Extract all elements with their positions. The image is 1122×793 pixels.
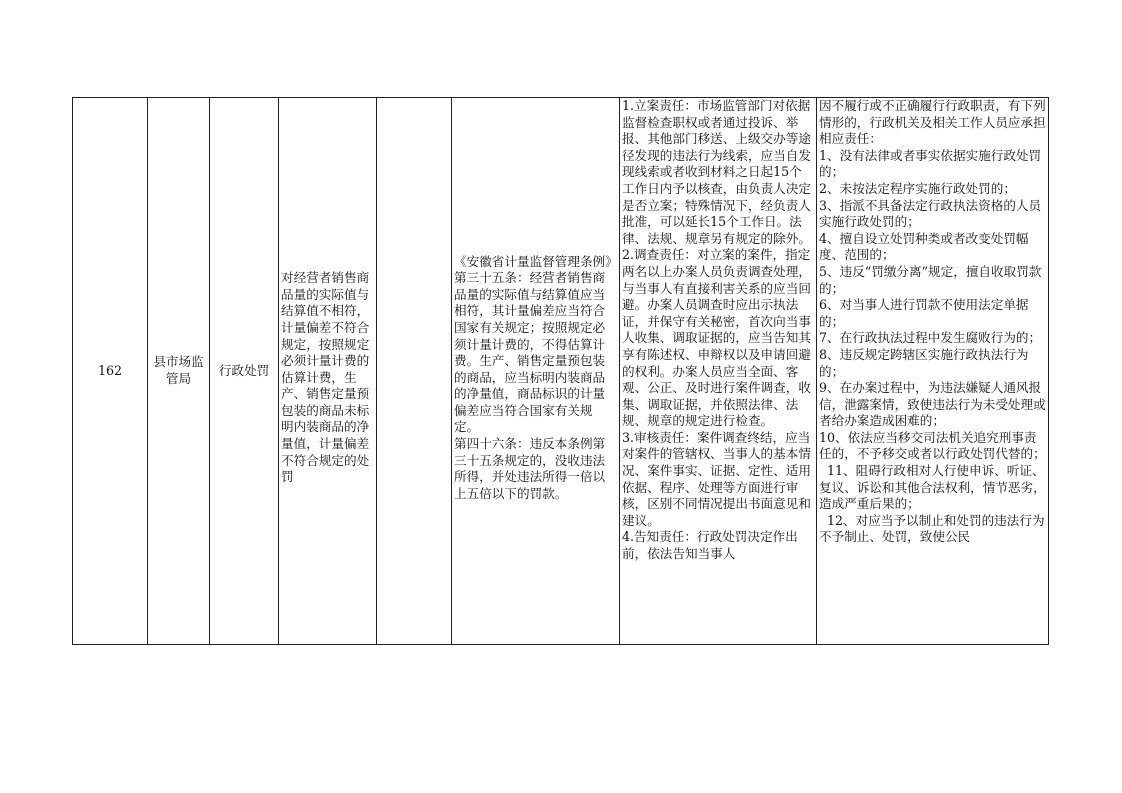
responsibility-item: 1.立案责任：市场监管部门对依据监督检查职权或者通过投诉、举报、其他部门移送、上级交办等途径发现的违法行为线索，应当自发现线索或者收到材料之日起15个工作日内予以核查，由负责人决定是否立案；特殊情况下，经负责人批准，可以延长15个工作日。法律、法规、规章另有规定的除外。 xyxy=(622,98,811,246)
table-row xyxy=(73,98,1049,645)
accountability-cell xyxy=(817,98,1049,645)
accountability-item: 1、没有法律或者事实依据实施行政处罚的； xyxy=(819,147,1042,180)
category-cell: 行政处罚 xyxy=(210,98,279,645)
accountability-item: 因不履行或不正确履行行政职责，有下列情形的，行政机关及相关工作人员应承担相应责任： xyxy=(819,98,1046,147)
accountability-item: 2、未按法定程序实施行政处罚的； xyxy=(819,180,1016,196)
accountability-item: 10、依法应当移交司法机关追究刑事责任的，不予移交或者以行政处罚代替的； xyxy=(819,429,1046,462)
legal-basis-text: 《安徽省计量监督管理条例》第三十五条：经营者销售商品量的实际值与结算值应当相符，其计量偏差应当符合国家有关规定；按照规定必须计量计费的，不得估算计费。生产、销售定量预包装的商品，应当标明内装商品的净量值，商品标识的计量偏差应当符合国家有关规定。 第四十六条：违反本条例第三十五条规定的，没收违法所得，并处违法所得一倍以上五倍以下的罚款。 xyxy=(454,253,612,501)
responsibility-item: 4.告知责任：行政处罚决定作出前，依法告知当事人 xyxy=(622,529,798,562)
power-list-table xyxy=(72,97,1049,645)
item-name-text: 对经营者销售商品量的实际值与结算值不相符，计量偏差不符合规定，按照规定必须计量计费的估算计费，生产、销售定量预包装的商品未标明内装商品的净量值，计量偏差不符合规定的处罚 xyxy=(281,270,370,485)
accountability-item: 9、在办案过程中，为违法嫌疑人通风报信，泄露案情，致使违法行为未受处理或者给办案造成困难的； xyxy=(819,380,1046,429)
accountability-item: 11、阻碍行政相对人行使申诉、听证、复议、诉讼和其他合法权利，情节恶劣，造成严重后果的； xyxy=(819,463,1046,512)
accountability-item: 5、违反“罚缴分离”规定，擅自收取罚款的； xyxy=(819,263,1042,296)
accountability-item: 7、在行政执法过程中发生腐败行为的； xyxy=(819,330,1042,346)
responsibility-cell xyxy=(620,98,817,645)
row-number: 162 xyxy=(73,98,148,645)
responsibility-item: 3.审核责任：案件调查终结，应当对案件的管辖权、当事人的基本情况、案件事实、证据、定性、适用依据、程序、处理等方面进行审核，区别不同情况提出书面意见和建议。 xyxy=(622,429,811,528)
accountability-item: 12、对应当予以制止和处罚的违法行为不予制止、处罚，致使公民 xyxy=(819,512,1045,545)
item-name-cell xyxy=(279,98,377,645)
department-cell: 县市场监管局 xyxy=(148,98,210,645)
accountability-item: 4、擅自设立处罚种类或者改变处罚幅度、范围的； xyxy=(819,230,1029,263)
responsibility-item: 2.调查责任：对立案的案件，指定两名以上办案人员负责调查处理，与当事人有直接利害关系的应当回避。办案人员调查时应出示执法证，并保守有关秘密，首次向当事人收集、调取证据的，应当告知其享有陈述权、申辩权以及申请回避的权利。办案人员应当全面、客观、公正、及时进行案件调查，收集、调取证据，并依照法律、法规、规章的规定进行检查。 xyxy=(622,247,811,429)
accountability-item: 6、对当事人进行罚款不使用法定单据的； xyxy=(819,297,1029,329)
sub-item-cell xyxy=(377,98,452,645)
accountability-item: 3、指派不具备法定行政执法资格的人员实施行政处罚的； xyxy=(819,197,1042,230)
legal-basis-cell xyxy=(452,98,620,645)
accountability-item: 8、违反规定跨辖区实施行政执法行为的； xyxy=(819,346,1029,379)
